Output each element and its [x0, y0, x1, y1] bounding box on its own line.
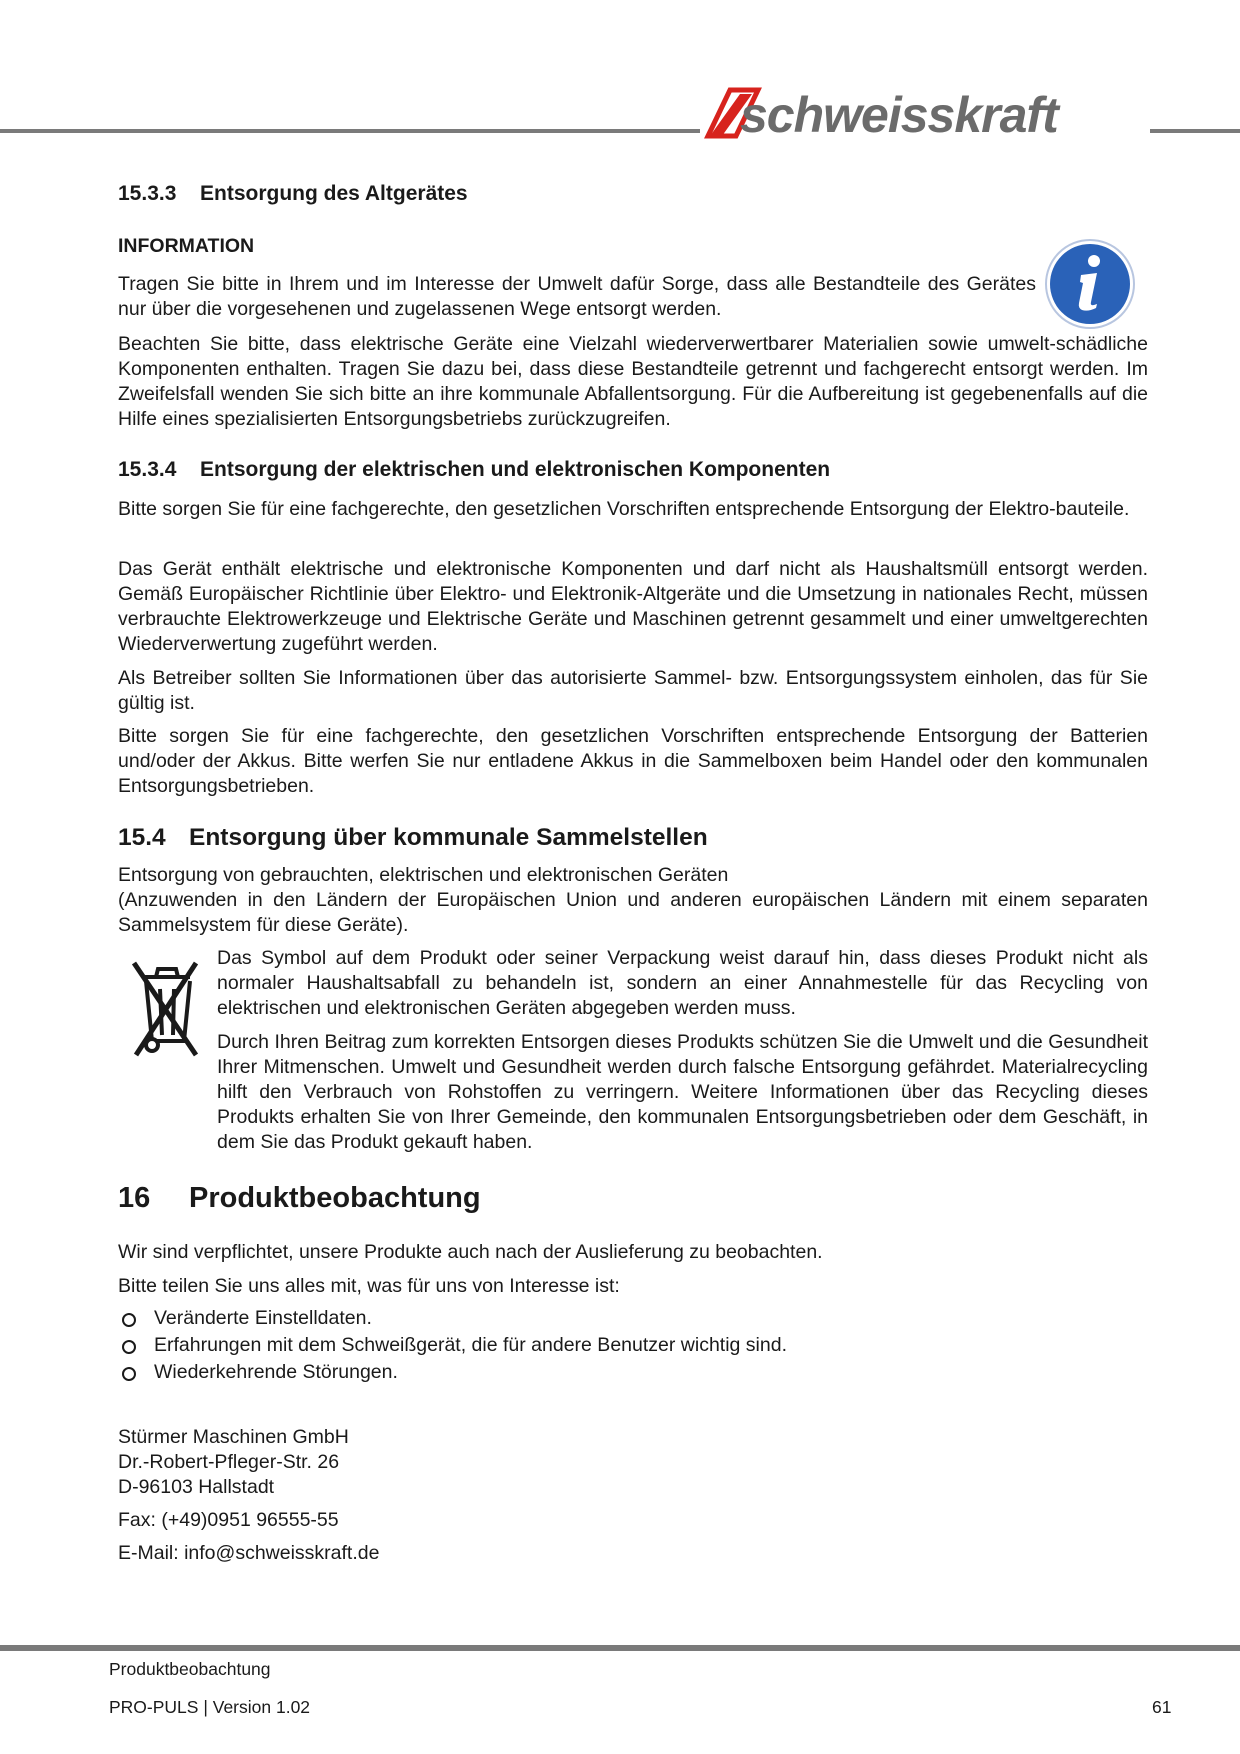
- paragraph: Das Symbol auf dem Produkt oder seiner Verpackung weist darauf hin, dass dieses Produkt nicht als normaler Haushaltsabfall zu behandeln ist, sondern an einer Annahmestelle für das Recycling von elektrischen und elektronischen Geräten abgegeben werden muss.: [217, 947, 1148, 1019]
- paragraph: Bitte teilen Sie uns alles mit, was für uns von Interesse ist:: [118, 1275, 620, 1297]
- section-15-4-heading: [118, 824, 1148, 852]
- information-label: INFORMATION: [118, 235, 255, 257]
- paragraph-line: (Anzuwenden in den Ländern der Europäischen Union und anderen europäischen Ländern mit einem separaten Sammelsystem für diese Geräte).: [118, 889, 1148, 936]
- email-address: E-Mail: info@schweisskraft.de: [118, 1542, 380, 1564]
- circle-bullet-icon: [122, 1313, 136, 1327]
- bullet-list: [118, 1305, 1148, 1386]
- section-number: 15.4: [118, 824, 166, 851]
- section-15-3-4-heading: [118, 458, 1148, 482]
- paragraph: Durch Ihren Beitrag zum korrekten Entsorgen dieses Produkts schützen Sie die Umwelt und die Gesundheit Ihrer Mitmenschen. Umwelt und Gesundheit werden durch falsche Entsorgung gefährdet. Materialrecycling hilft den Verbrauch von Rohstoffen zu verringern. Weitere Informationen über das Recycling dieses Produkts erhalten Sie von Ihrer Gemeinde, den kommunalen Entsorgungsbetrieben oder dem Geschäft, in dem Sie das Produkt gekauft haben.: [217, 1031, 1148, 1153]
- street: Dr.-Robert-Pfleger-Str. 26: [118, 1451, 340, 1473]
- info-icon: [1044, 238, 1136, 330]
- circle-bullet-icon: [122, 1340, 136, 1354]
- list-item-text: Veränderte Einstelldaten.: [154, 1307, 372, 1329]
- paragraph: Bitte sorgen Sie für eine fachgerechte, den gesetzlichen Vorschriften entsprechende Entsorgung der Batterien und/oder der Akkus. Bitte werfen Sie nur entladene Akkus in die Sammelboxen beim Handel oder den kommunalen Entsorgungsbetrieben.: [118, 725, 1148, 797]
- list-item: [118, 1305, 1148, 1332]
- header-rule-right: [1150, 129, 1240, 133]
- info-paragraph-1: Tragen Sie bitte in Ihrem und im Interesse der Umwelt dafür Sorge, dass alle Bestandteile des Gerätes nur über die vorgesehenen und zugelassenen Wege entsorgt werden.: [118, 273, 1036, 320]
- list-item: [118, 1332, 1148, 1359]
- list-item-text: Wiederkehrende Störungen.: [154, 1361, 398, 1383]
- section-number: 16: [118, 1182, 151, 1214]
- info-paragraph-2: Beachten Sie bitte, dass elektrische Geräte eine Vielzahl wiederverwertbarer Materialien sowie umwelt-schädliche Komponenten enthalten. Tragen Sie dazu bei, dass diese Bestandteile getrennt und fachgerecht entsorgt werden. Im Zweifelsfall wenden Sie sich bitte an ihre kommunale Abfallentsorgung. Für die Aufbereitung ist gegebenenfalls auf die Hilfe eines spezialisierten Entsorgungsbetriebs zurückzugreifen.: [118, 333, 1148, 430]
- schweisskraft-logo: [700, 86, 1156, 142]
- section-title: Entsorgung über kommunale Sammelstellen: [189, 824, 708, 851]
- company-name: Stürmer Maschinen GmbH: [118, 1426, 349, 1448]
- section-number: 15.3.3: [118, 182, 177, 205]
- fax-number: Fax: (+49)0951 96555-55: [118, 1509, 339, 1531]
- circle-bullet-icon: [122, 1367, 136, 1381]
- header-rule-left: [0, 129, 700, 133]
- section-title: Entsorgung des Altgerätes: [200, 182, 468, 205]
- paragraph: [118, 863, 1148, 938]
- section-number: 15.3.4: [118, 458, 177, 481]
- paragraph: Als Betreiber sollten Sie Informationen über das autorisierte Sammel- bzw. Entsorgungssystem einholen, das für Sie gültig ist.: [118, 667, 1148, 714]
- city: D-96103 Hallstadt: [118, 1476, 275, 1498]
- footer-version: PRO-PULS | Version 1.02: [109, 1697, 311, 1717]
- list-item-text: Erfahrungen mit dem Schweißgerät, die für andere Benutzer wichtig sind.: [154, 1334, 787, 1356]
- crossed-out-wheelie-bin-icon: [130, 955, 202, 1063]
- logo-wordmark: schweisskraft: [740, 87, 1058, 142]
- section-title: Produktbeobachtung: [189, 1182, 481, 1214]
- paragraph: Bitte sorgen Sie für eine fachgerechte, den gesetzlichen Vorschriften entsprechende Entsorgung der Elektro-bauteile.: [118, 498, 1130, 520]
- section-16-heading: [118, 1182, 1148, 1215]
- page-number: 61: [1152, 1697, 1172, 1717]
- paragraph: Das Gerät enthält elektrische und elektronische Komponenten und darf nicht als Haushaltsmüll entsorgt werden. Gemäß Europäischer Richtlinie über Elektro- und Elektronik-Altgeräte und die Umsetzung in nationales Recht, müssen verbrauchte Elektrowerkzeuge und Elektrische Geräte und Maschinen getrennt gesammelt und einer umweltgerechten Wiederverwertung zugeführt werden.: [118, 558, 1148, 655]
- section-15-3-3-heading: [118, 182, 1148, 206]
- list-item: [118, 1359, 1148, 1386]
- company-address: [118, 1425, 1148, 1500]
- footer-rule: [0, 1645, 1240, 1651]
- paragraph: Wir sind verpflichtet, unsere Produkte auch nach der Auslieferung zu beobachten.: [118, 1241, 823, 1263]
- section-title: Entsorgung der elektrischen und elektronischen Komponenten: [200, 458, 831, 481]
- paragraph-line: Entsorgung von gebrauchten, elektrischen und elektronischen Geräten: [118, 864, 729, 886]
- footer-chapter: Produktbeobachtung: [109, 1659, 271, 1679]
